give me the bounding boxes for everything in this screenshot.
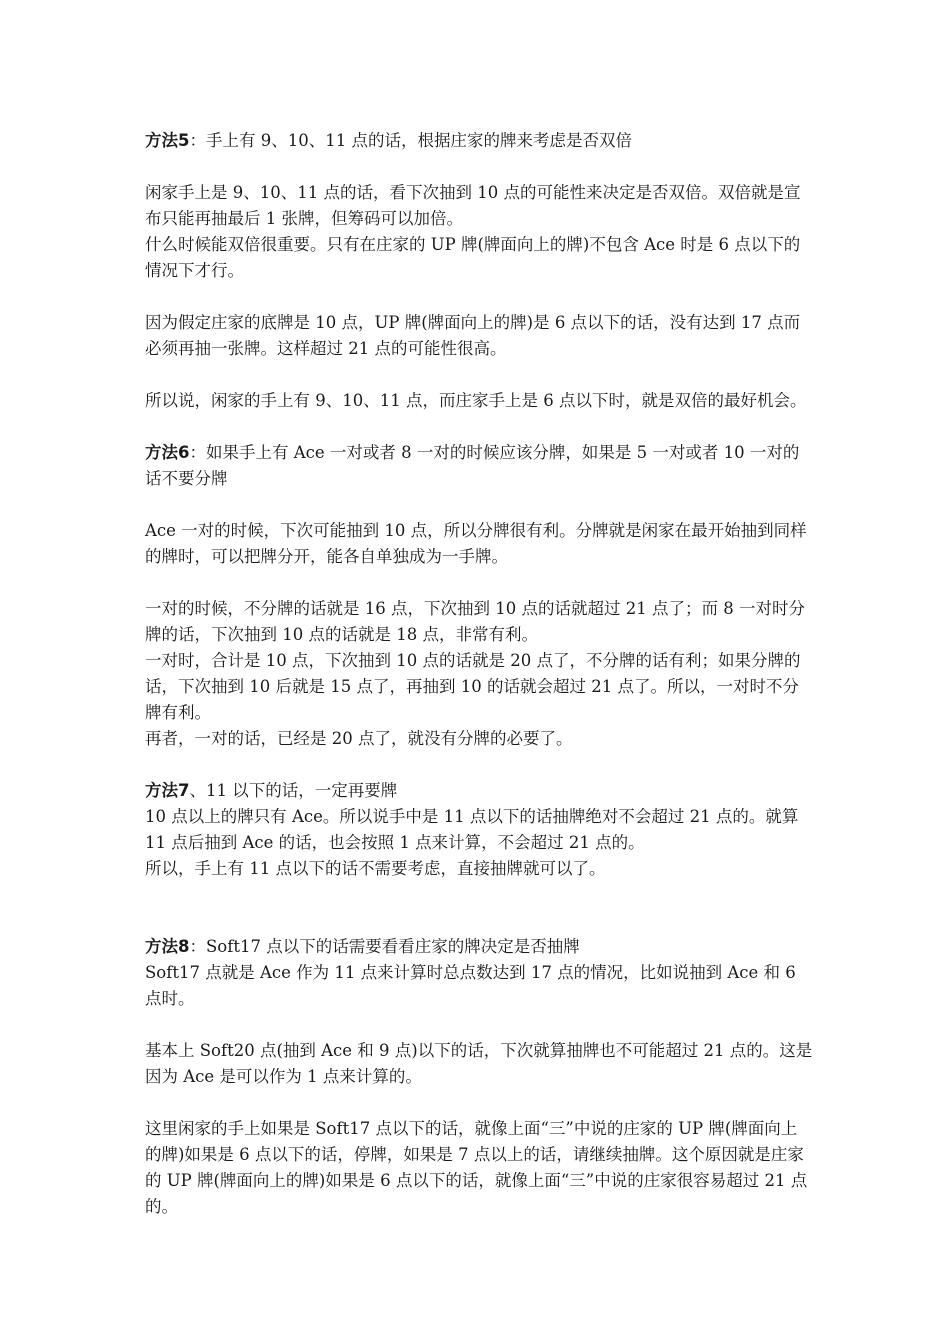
document-body — [145, 128, 813, 1220]
paragraph: 这里闲家的手上如果是 Soft17 点以下的话，就像上面“三”中说的庄家的 UP 牌(牌面向上的牌)如果是 6 点以下的话，停牌，如果是 7 点以上的话，请继续抽牌。这个原因就是庄家的 UP 牌(牌面向上的牌)如果是 6 点以下的话，就像上面“三”中说的庄家很容易超过 21 点的。 — [145, 1119, 808, 1216]
method-title: 、11 以下的话，一定再要牌 — [189, 781, 398, 800]
paragraph: Ace 一对的时候，下次可能抽到 10 点，所以分牌很有利。分牌就是闲家在最开始抽到同样的牌时，可以把牌分开，能各自单独成为一手牌。 — [145, 521, 807, 566]
method-label: 方法6 — [145, 443, 190, 462]
paragraph: 什么时候能双倍很重要。只有在庄家的 UP 牌(牌面向上的牌)不包含 Ace 时是 6 点以下的情况下才行。 — [145, 235, 801, 280]
method-label: 方法7 — [145, 781, 190, 800]
method-label: 方法5 — [145, 131, 190, 150]
paragraph: 所以说，闲家的手上有 9、10、11 点，而庄家手上是 6 点以下时，就是双倍的最好机会。 — [145, 391, 807, 410]
paragraph: 基本上 Soft20 点(抽到 Ace 和 9 点)以下的话，下次就算抽牌也不可能超过 21 点的。这是因为 Ace 是可以作为 1 点来计算的。 — [145, 1041, 813, 1086]
paragraph: 因为假定庄家的底牌是 10 点，UP 牌(牌面向上的牌)是 6 点以下的话，没有达到 17 点而必须再抽一张牌。这样超过 21 点的可能性很高。 — [145, 313, 801, 358]
method-label: 方法8 — [145, 937, 190, 956]
method-title: ：手上有 9、10、11 点的话，根据庄家的牌来考虑是否双倍 — [189, 131, 632, 150]
paragraph: 所以，手上有 11 点以下的话不需要考虑，直接抽牌就可以了。 — [145, 859, 606, 878]
paragraph: Soft17 点就是 Ace 作为 11 点来计算时总点数达到 17 点的情况，比如说抽到 Ace 和 6 点时。 — [145, 963, 796, 1008]
method-title: ：如果手上有 Ace 一对或者 8 一对的时候应该分牌，如果是 5 一对或者 10 一对的话不要分牌 — [145, 443, 800, 488]
method-title: ：Soft17 点以下的话需要看看庄家的牌决定是否抽牌 — [189, 937, 580, 956]
paragraph: 再者，一对的话，已经是 20 点了，就没有分牌的必要了。 — [145, 729, 573, 748]
section-heading — [145, 440, 813, 492]
paragraph: 10 点以上的牌只有 Ace。所以说手中是 11 点以下的话抽牌绝对不会超过 21 点的。就算 11 点后抽到 Ace 的话，也会按照 1 点来计算，不会超过 21 点的。 — [145, 807, 799, 852]
paragraph: 闲家手上是 9、10、11 点的话，看下次抽到 10 点的可能性来决定是否双倍。双倍就是宣布只能再抽最后 1 张牌，但筹码可以加倍。 — [145, 183, 801, 228]
section-heading — [145, 778, 813, 804]
section-heading — [145, 128, 813, 154]
paragraph: 一对时，合计是 10 点，下次抽到 10 点的话就是 20 点了，不分牌的话有利；如果分牌的话，下次抽到 10 后就是 15 点了，再抽到 10 的话就会超过 21 点了。所以，一对时不分牌有利。 — [145, 651, 801, 722]
section-heading — [145, 934, 813, 960]
paragraph: 一对的时候，不分牌的话就是 16 点，下次抽到 10 点的话就超过 21 点了；而 8 一对时分牌的话，下次抽到 10 点的话就是 18 点，非常有利。 — [145, 599, 805, 644]
